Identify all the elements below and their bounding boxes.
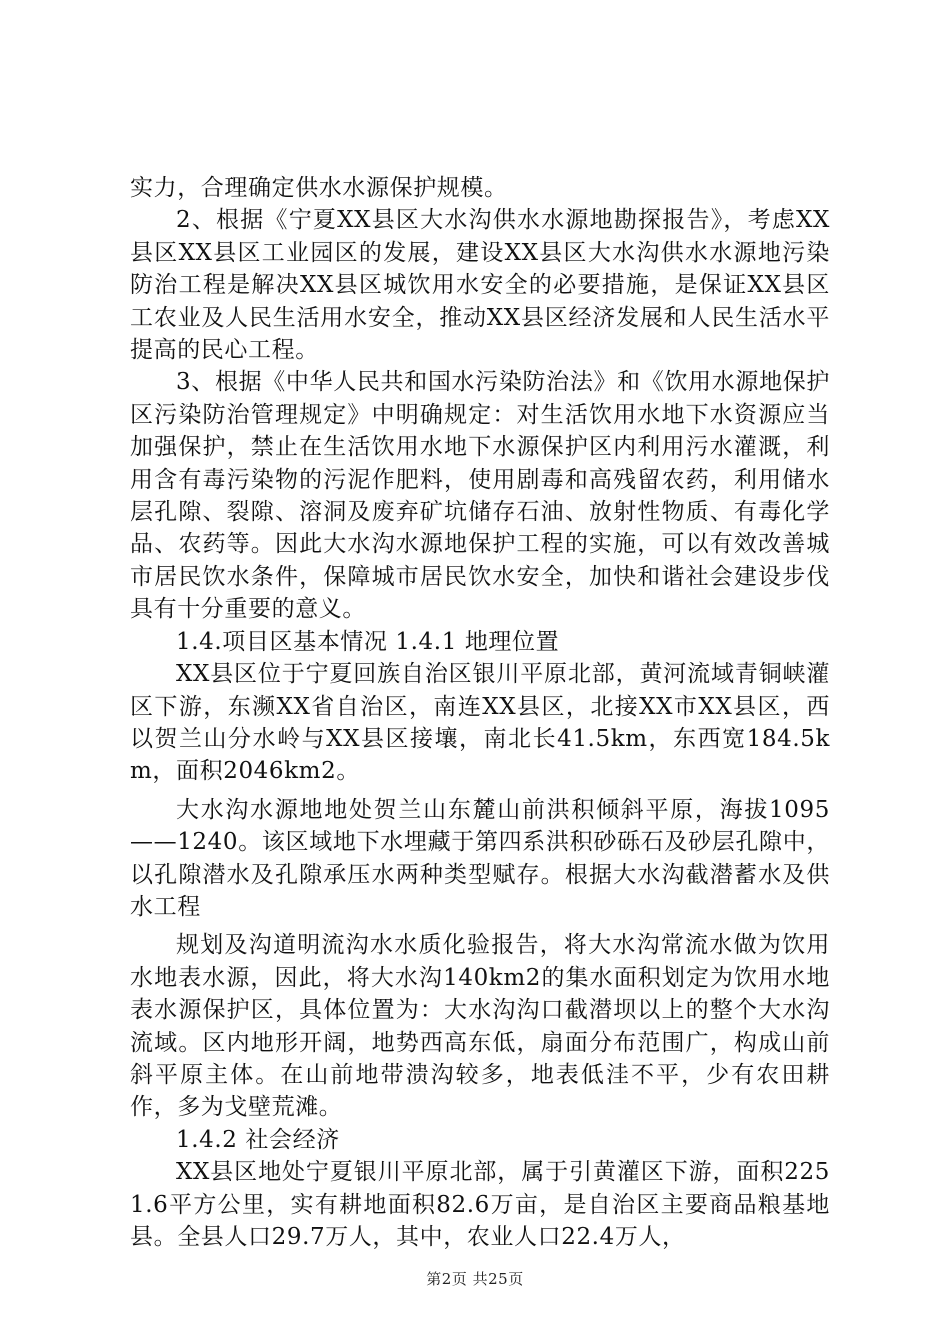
paragraph-geography: XX县区位于宁夏回族自治区银川平原北部，黄河流域青铜峡灌区下游，东濒XX省自治区，南连XX县区，北接XX市XX县区，西以贺兰山分水岭与XX县区接壤，南北长41.5km，东西宽184.5km，面积2046km2。 [130,661,830,785]
paragraph-water-source: 大水沟水源地地处贺兰山东麓山前洪积倾斜平原，海拔1095——1240。该区域地下水埋藏于第四系洪积砂砾石及砂层孔隙中，以孔隙潜水及孔隙承压水两种类型赋存。根据大水沟截潜蓄水及供水工程 [130,796,830,920]
section-heading-1-4: 1.4.项目区基本情况 1.4.1 地理位置 [176,628,560,655]
document-body [130,172,830,1253]
section-heading-1-4-2: 1.4.2 社会经济 [176,1126,340,1153]
page-footer: 第2页 共25页 [426,1270,524,1288]
paragraph-social-economy: XX县区地处宁夏银川平原北部，属于引黄灌区下游，面积2251.6平方公里，实有耕地面积82.6万亩，是自治区主要商品粮基地县。全县人口29.7万人，其中，农业人口22.4万人， [130,1159,830,1250]
paragraph-item-3: 3、根据《中华人民共和国水污染防治法》和《饮用水源地保护区污染防治管理规定》中明确规定：对生活饮用水地下水资源应当加强保护，禁止在生活饮用水地下水源保护区内利用污水灌溉，利用含有毒污染物的污泥作肥料，使用剧毒和高残留农药，利用储水层孔隙、裂隙、溶洞及废弃矿坑储存石油、放射性物质、有毒化学品、农药等。因此大水沟水源地保护工程的实施，可以有效改善城市居民饮水条件，保障城市居民饮水安全，加快和谐社会建设步伐具有十分重要的意义。 [130,369,830,623]
paragraph-protection-zone: 规划及沟道明流沟水水质化验报告，将大水沟常流水做为饮用水地表水源，因此，将大水沟140km2的集水面积划定为饮用水地表水源保护区，具体位置为：大水沟沟口截潜坝以上的整个大水沟流域。区内地形开阔，地势西高东低，扇面分布范围广，构成山前斜平原主体。在山前地带溃沟较多，地表低洼不平，少有农田耕作，多为戈壁荒滩。 [130,932,830,1121]
paragraph-item-2: 2、根据《宁夏XX县区大水沟供水水源地勘探报告》，考虑XX县区XX县区工业园区的发展，建设XX县区大水沟供水水源地污染防治工程是解决XX县区城饮用水安全的必要措施，是保证XX县区工农业及人民生活用水安全，推动XX县区经济发展和人民生活水平提高的民心工程。 [130,207,830,364]
paragraph-continuation: 实力，合理确定供水水源保护规模。 [130,175,508,201]
